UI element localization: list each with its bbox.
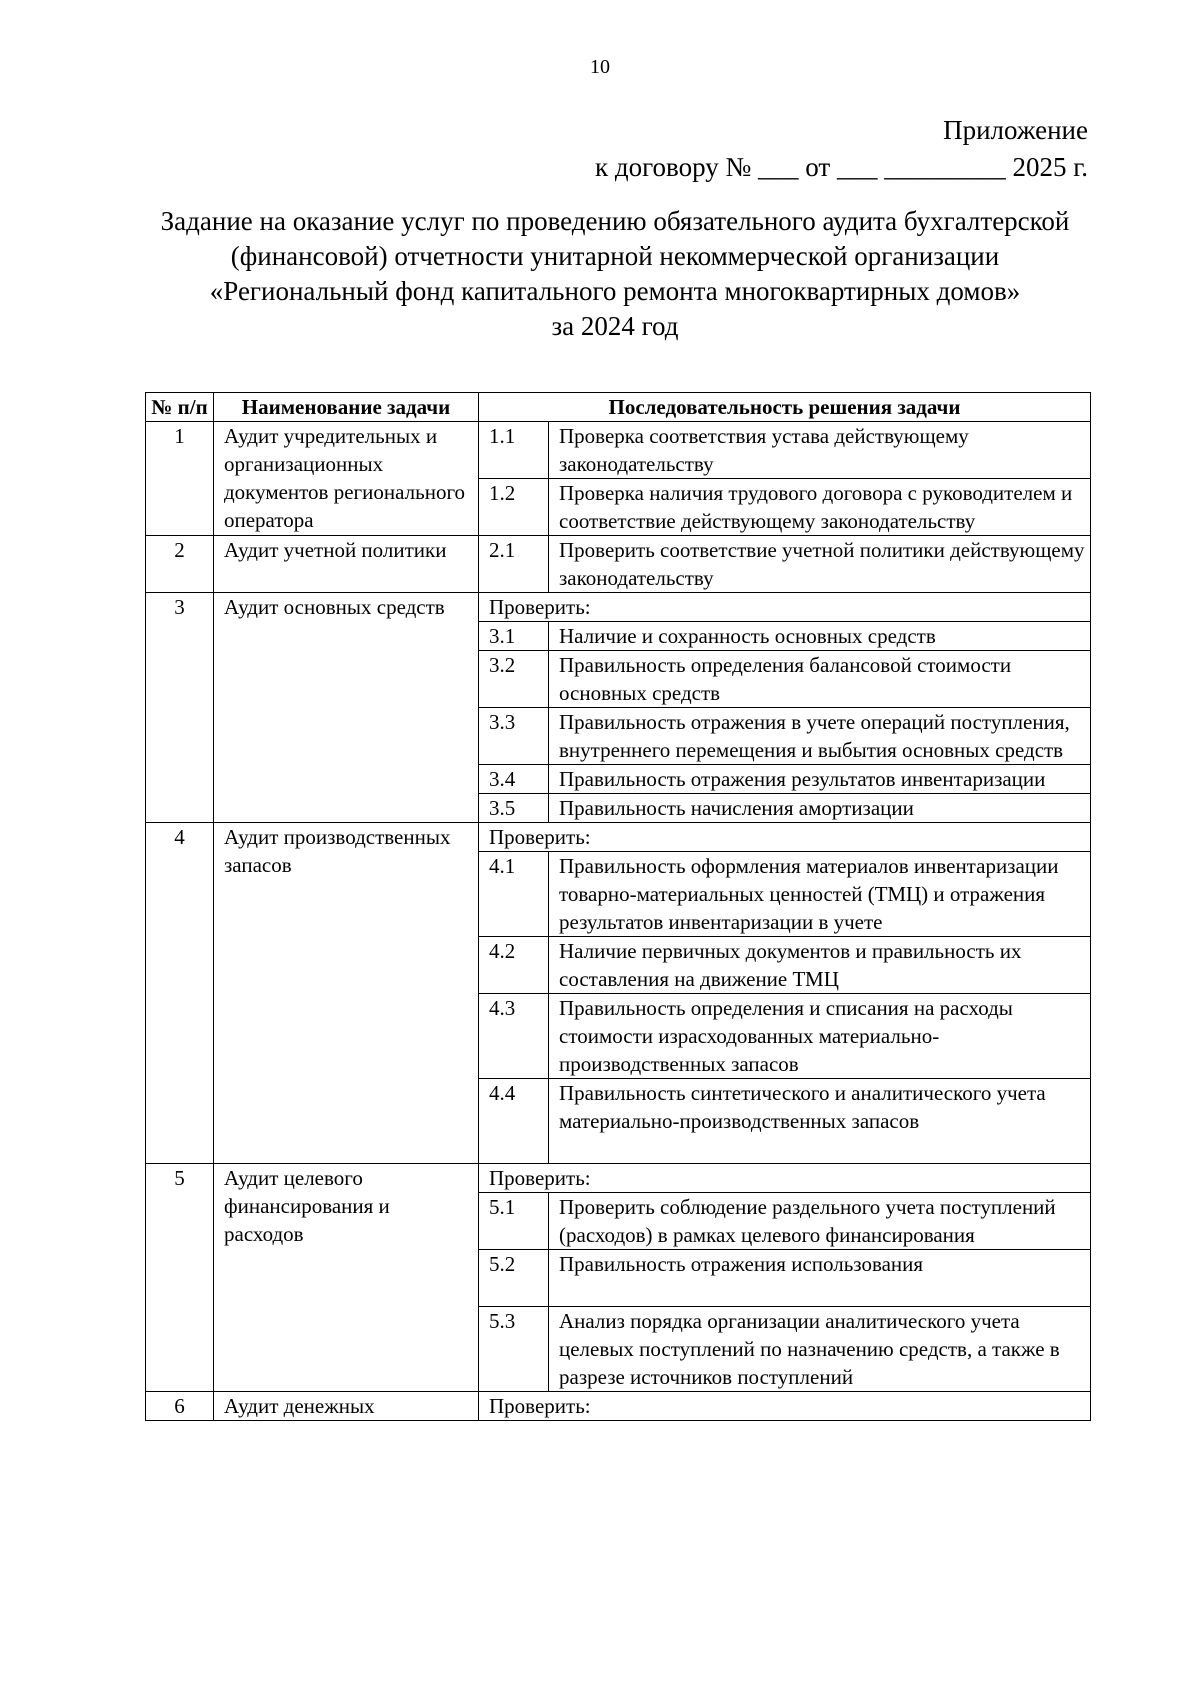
task-number: 2 — [146, 536, 214, 593]
task-name: Аудит учредительных и организационных документов регионального оператора — [214, 422, 479, 536]
subtask-number: 4.1 — [479, 852, 549, 937]
header-task-name: Наименование задачи — [214, 393, 479, 422]
subtask-number: 3.3 — [479, 708, 549, 765]
appendix-contract-line: к договору № ___ от ___ _________ 2025 г. — [595, 152, 1088, 182]
check-label: Проверить: — [479, 593, 1091, 622]
blank-line — [559, 1135, 1086, 1163]
header-sequence: Последовательность решения задачи — [479, 393, 1091, 422]
check-label: Проверить: — [479, 1392, 1091, 1421]
appendix-title: Приложение — [943, 115, 1088, 145]
task-number: 6 — [146, 1392, 214, 1421]
task-name: Аудит денежных — [214, 1392, 479, 1421]
task-name: Аудит целевого финансирования и расходов — [214, 1164, 479, 1392]
subtask-text: Правильность начисления амортизации — [549, 794, 1091, 823]
appendix-header — [595, 112, 1088, 186]
document-title-line: «Региональный фонд капитального ремонта многоквартирных домов» — [209, 276, 1021, 306]
subtask-text-content: Правильность отражения использования — [559, 1252, 924, 1276]
table-row — [146, 593, 1091, 622]
subtask-text: Правильность отражения результатов инвентаризации — [549, 765, 1091, 794]
subtask-number: 3.5 — [479, 794, 549, 823]
subtask-text: Правильность оформления материалов инвентаризации товарно-материальных ценностей (ТМЦ) и отражения результатов инвентаризации в учете — [549, 852, 1091, 937]
subtask-number: 4.2 — [479, 937, 549, 994]
subtask-text: Правильность определения балансовой стоимости основных средств — [549, 651, 1091, 708]
subtask-text: Наличие первичных документов и правильность их составления на движение ТМЦ — [549, 937, 1091, 994]
tasks-table — [145, 392, 1091, 1421]
table-header-row — [146, 393, 1091, 422]
subtask-text: Проверка соответствия устава действующему законодательству — [549, 422, 1091, 479]
document-title-line: (финансовой) отчетности унитарной некоммерческой организации — [230, 241, 1000, 271]
subtask-number: 3.1 — [479, 622, 549, 651]
subtask-number: 1.1 — [479, 422, 549, 479]
subtask-text — [549, 1250, 1091, 1307]
subtask-number: 3.2 — [479, 651, 549, 708]
document-title-line: Задание на оказание услуг по проведению обязательного аудита бухгалтерской — [160, 206, 1070, 236]
table-row — [146, 536, 1091, 593]
subtask-text — [549, 1079, 1091, 1164]
task-name: Аудит производственных запасов — [214, 823, 479, 1164]
subtask-number: 4.3 — [479, 994, 549, 1079]
task-number: 5 — [146, 1164, 214, 1392]
subtask-text: Анализ порядка организации аналитического учета целевых поступлений по назначению средств, а также в разрезе источников поступлений — [549, 1307, 1091, 1392]
subtask-number: 2.1 — [479, 536, 549, 593]
task-name: Аудит основных средств — [214, 593, 479, 823]
subtask-text: Правильность отражения в учете операций поступления, внутреннего перемещения и выбытия основных средств — [549, 708, 1091, 765]
table-row — [146, 823, 1091, 852]
header-number: № п/п — [146, 393, 214, 422]
document-title-line: за 2024 год — [551, 311, 679, 341]
subtask-number: 1.2 — [479, 479, 549, 536]
task-number: 4 — [146, 823, 214, 1164]
subtask-number: 5.2 — [479, 1250, 549, 1307]
blank-line — [559, 1278, 1086, 1306]
task-name: Аудит учетной политики — [214, 536, 479, 593]
page-number: 10 — [590, 56, 610, 78]
subtask-number: 5.3 — [479, 1307, 549, 1392]
subtask-text: Проверить соответствие учетной политики действующему законодательству — [549, 536, 1091, 593]
subtask-text: Проверка наличия трудового договора с руководителем и соответствие действующему законодательству — [549, 479, 1091, 536]
check-label: Проверить: — [479, 823, 1091, 852]
subtask-number: 3.4 — [479, 765, 549, 794]
subtask-text: Наличие и сохранность основных средств — [549, 622, 1091, 651]
table-row — [146, 422, 1091, 479]
table-row — [146, 1164, 1091, 1193]
subtask-number: 5.1 — [479, 1193, 549, 1250]
document-title — [130, 204, 1100, 344]
subtask-text: Правильность определения и списания на расходы стоимости израсходованных материально-производственных запасов — [549, 994, 1091, 1079]
task-number: 3 — [146, 593, 214, 823]
subtask-text-content: Правильность синтетического и аналитического учета материально-производственных запасов — [559, 1081, 1046, 1133]
table-row — [146, 1392, 1091, 1421]
subtask-number: 4.4 — [479, 1079, 549, 1164]
subtask-text: Проверить соблюдение раздельного учета поступлений (расходов) в рамках целевого финансирования — [549, 1193, 1091, 1250]
task-number: 1 — [146, 422, 214, 536]
check-label: Проверить: — [479, 1164, 1091, 1193]
